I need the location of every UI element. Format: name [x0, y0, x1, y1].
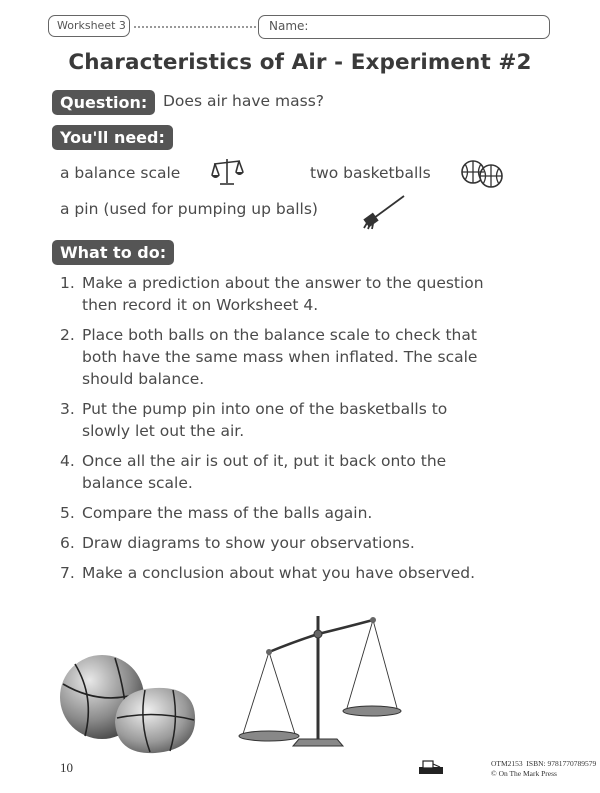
step-line: Once all the air is out of it, put it back onto the [82, 452, 447, 470]
step-line: then record it on Worksheet 4. [82, 296, 319, 314]
balance-scale-icon [210, 156, 244, 188]
list-item [60, 272, 560, 316]
step-line: Place both balls on the balance scale to check that [82, 326, 477, 344]
question-text: Does air have mass? [163, 92, 324, 110]
isbn: ISBN: 9781770789579 [526, 759, 597, 768]
need-tag: You'll need: [52, 125, 173, 150]
list-item [60, 398, 560, 442]
footer-info [491, 759, 596, 779]
question-tag: Question: [52, 90, 155, 115]
publisher-logo-icon [418, 759, 444, 775]
name-label: Name: [269, 19, 309, 33]
step-number: 1. [60, 274, 75, 292]
steps-list [60, 272, 560, 592]
list-item [60, 324, 560, 390]
list-item [60, 450, 560, 494]
step-number: 4. [60, 452, 75, 470]
todo-tag: What to do: [52, 240, 174, 265]
step-line: Make a prediction about the answer to the question [82, 274, 484, 292]
publisher: © On The Mark Press [491, 769, 557, 778]
page-title: Characteristics of Air - Experiment #2 [68, 50, 532, 75]
list-item [60, 502, 560, 524]
step-line: should balance. [82, 370, 205, 388]
step-line: Compare the mass of the balls again. [82, 504, 373, 522]
step-line: both have the same mass when inflated. The scale [82, 348, 478, 366]
pump-pin-icon [362, 194, 406, 230]
balance-scale-photo [233, 612, 433, 755]
step-line: slowly let out the air. [82, 422, 245, 440]
page-number: 10 [60, 760, 73, 775]
list-item [60, 532, 560, 554]
step-line: Make a conclusion about what you have observed. [82, 564, 476, 582]
worksheet-label: Worksheet 3 [48, 15, 130, 37]
step-number: 6. [60, 534, 75, 552]
need-item-pin: a pin (used for pumping up balls) [60, 200, 318, 218]
step-number: 2. [60, 326, 75, 344]
step-number: 3. [60, 400, 75, 418]
step-number: 5. [60, 504, 75, 522]
need-item-balance-scale: a balance scale [60, 164, 181, 182]
step-line: Put the pump pin into one of the basketballs to [82, 400, 448, 418]
name-field[interactable] [258, 15, 550, 39]
header-divider [134, 26, 256, 28]
step-line: Draw diagrams to show your observations. [82, 534, 415, 552]
step-number: 7. [60, 564, 75, 582]
need-item-basketballs: two basketballs [310, 164, 431, 182]
basketballs-photo [55, 652, 205, 757]
product-code: OTM2153 [491, 759, 523, 768]
list-item [60, 562, 560, 584]
basketballs-icon [460, 159, 506, 189]
step-line: balance scale. [82, 474, 193, 492]
